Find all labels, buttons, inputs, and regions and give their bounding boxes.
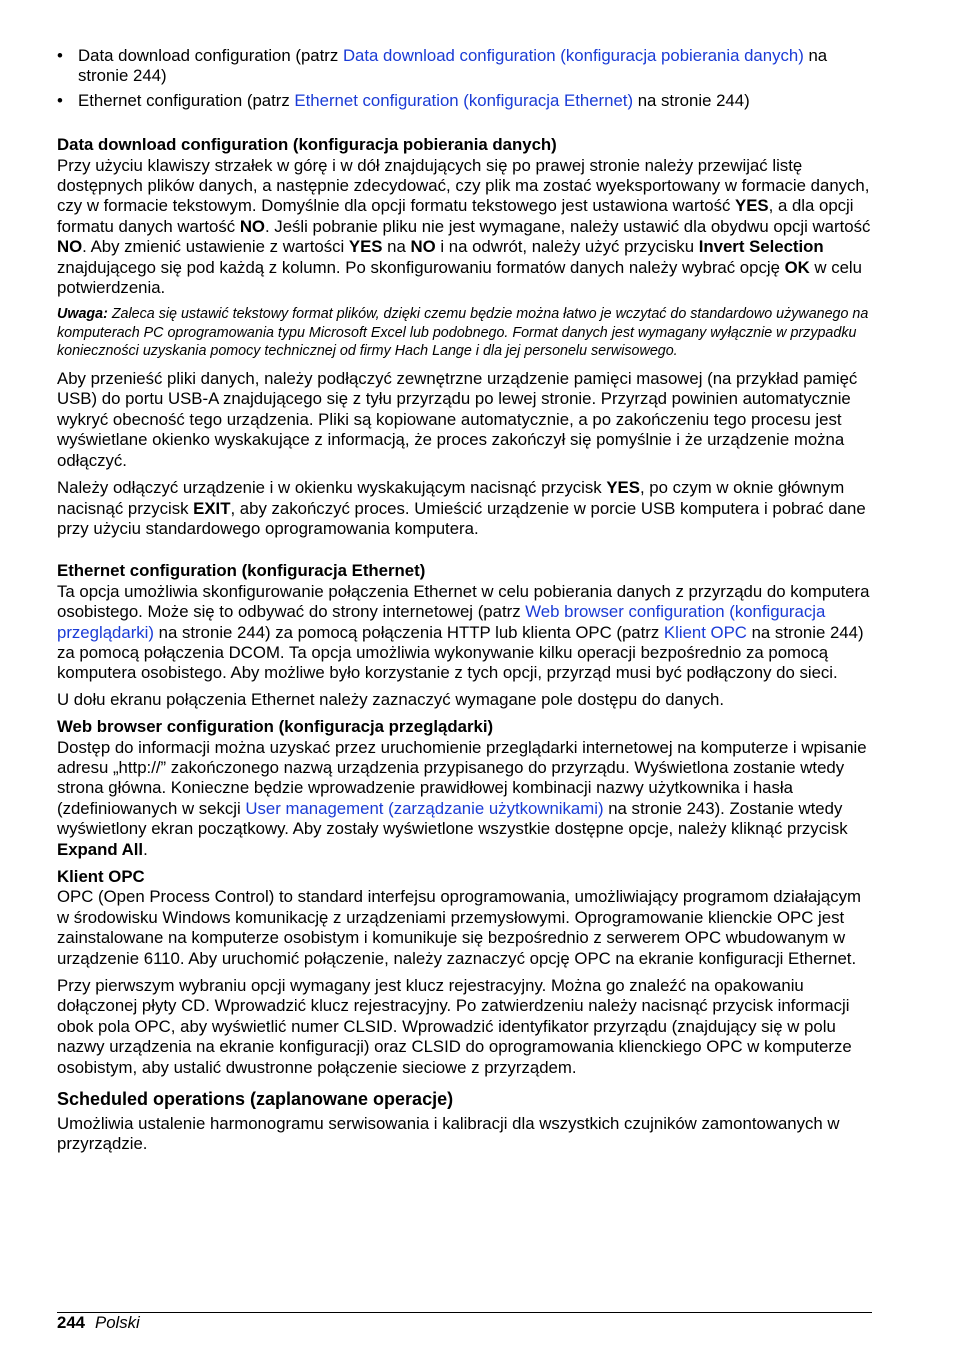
note-label: Uwaga:	[57, 306, 108, 323]
link-ethernet-config[interactable]: Ethernet configuration (konfiguracja Ethernet)	[294, 90, 634, 110]
heading-web-browser: Web browser configuration (konfiguracja przeglądarki)	[57, 717, 494, 737]
heading-klient-opc: Klient OPC	[57, 867, 145, 887]
list-item: • Data download configuration (patrz Data download configuration (konfiguracja pobierania danych) na stronie 244)	[57, 46, 828, 86]
note: Uwaga: Zaleca się ustawić tekstowy format plików, dzięki czemu będzie można łatwo je wczytać do standardowo używanego na komputerach PC oprogramowania typu Microsoft Excel lub podobnego. Format danych jest wymagany wyłącznie w przypadku konieczności uzyskania pomocy technicznej od firmy Hach Lange i dla jej personelu serwisowego.	[57, 306, 869, 359]
bullet-text: na stronie 244)	[78, 46, 828, 86]
link-data-download[interactable]: Data download configuration (konfiguracja pobierania danych)	[342, 46, 804, 65]
paragraph: Należy odłączyć urządzenie i w okienku wyskakującym nacisnąć przycisk YES, po czym w oknie głównym nacisnąć przycisk EXIT, aby zakończyć proces. Umieścić urządzenie w porcie USB komputera i pobrać dane przy użyciu standardowego oprogramowania komputera.	[57, 478, 866, 538]
footer-rule	[57, 1312, 872, 1313]
heading-ethernet: Ethernet configuration (konfiguracja Ethernet)	[57, 561, 426, 581]
link-klient-opc[interactable]: Klient OPC	[663, 622, 747, 642]
link-web-browser[interactable]: Web browser configuration (konfiguracja przeglądarki)	[57, 602, 826, 642]
page-number: 244	[57, 1313, 85, 1332]
page-footer	[57, 1313, 140, 1333]
bullet-list	[57, 46, 872, 111]
paragraph: U dołu ekranu połączenia Ethernet należy zaznaczyć wymagane pole dostępu do danych.	[57, 689, 725, 709]
list-item: • Ethernet configuration (patrz Ethernet configuration (konfiguracja Ethernet) na stronie 244)	[57, 90, 750, 110]
bullet-text: na stronie 244)	[633, 90, 750, 110]
paragraph: OPC (Open Process Control) to standard interfejsu oprogramowania, umożliwiający programom działającym w środowisku Windows komunikację z urządzeniami przemysłowymi. Oprogramowanie klienckie OPC jest zainstalowane na komputerze osobistym i komunikuje się bezpośrednio z serwerem OPC wbudowanym w urządzenie 6110. Aby uruchomić połączenie, należy zaznaczyć opcję OPC na ekranie konfiguracji Ethernet.	[57, 887, 861, 968]
paragraph: Przy użyciu klawiszy strzałek w górę i w dół znajdujących się po prawej stronie należy przewijać listę dostępnych plików danych, a następnie zdecydować, czy plik ma zostać wyeksportowany w formacie danych, czy w formacie tekstowym. Domyślnie dla opcji formatu tekstowego jest ustawiona wartość YES, a dla opcji formatu danych wartość NO. Jeśli pobranie pliku nie jest wymagane, należy ustawić dla obydwu opcji wartość NO. Aby zmienić ustawienie z wartości YES na NO i na odwrót, należy użyć przycisku Invert Selection znajdującego się pod każdą z kolumn. Po skonfigurowaniu formatów danych należy wybrać opcję OK w celu potwierdzenia.	[57, 155, 871, 298]
paragraph: Umożliwia ustalenie harmonogramu serwisowania i kalibracji dla wszystkich czujników zamontowanych w przyrządzie.	[57, 1114, 840, 1154]
bullet-text: Data download configuration (patrz	[78, 46, 343, 65]
paragraph: Przy pierwszym wybraniu opcji wymagany jest klucz rejestracyjny. Można go znaleźć na opakowaniu dołączonej płyty CD. Wprowadzić klucz rejestracyjny. Po zatwierdzeniu należy nacisnąć przycisk informacji obok pola OPC, aby wyświetlić numer CLSID. Wprowadzić identyfikator przyrządu (znajdujący się w polu nazwy urządzenia na ekranie konfiguracji) oraz CLSID do oprogramowania klienckiego OPC w komputerze osobistym, aby ustalić dwustronne połączenie sieciowe z przyrządem.	[57, 976, 852, 1077]
paragraph: Ta opcja umożliwia skonfigurowanie połączenia Ethernet w celu pobierania danych z przyrządu do komputera osobistego. Może się to odbywać do strony internetowej (patrz Web browser configuration (konfiguracja przeglądarki) na stronie 244) za pomocą połączenia HTTP lub klienta OPC (patrz Klient OPC na stronie 244) za pomocą połączenia DCOM. Ta opcja umożliwia wykonywanie kilku operacji bezpośrednio za pomocą komputera osobistego. Aby możliwe było korzystanie z tych opcji, przyrząd musi być podłączony do sieci.	[57, 581, 870, 683]
heading-data-download: Data download configuration (konfiguracja pobierania danych)	[57, 135, 557, 155]
heading-scheduled-operations: Scheduled operations (zaplanowane operacje)	[57, 1089, 454, 1110]
link-user-management[interactable]: User management (zarządzanie użytkownikami)	[245, 798, 604, 818]
bullet-text: Ethernet configuration (patrz	[78, 90, 295, 110]
paragraph: Dostęp do informacji można uzyskać przez uruchomienie przeglądarki internetowej na komputerze i wpisanie adresu „http://” zakończonego nazwą urządzenia przypisanego do przyrządu. Wyświetlona zostanie wtedy strona główna. Konieczne będzie wprowadzenie prawidłowej kombinacji nazwy użytkownika i hasła (zdefiniowanych w sekcji User management (zarządzanie użytkownikami) na stronie 243). Zostanie wtedy wyświetlony ekran początkowy. Aby zostały wyświetlone wszystkie dostępne opcje, należy kliknąć przycisk Expand All.	[57, 737, 867, 859]
footer-language: Polski	[95, 1313, 140, 1332]
paragraph: Aby przenieść pliki danych, należy podłączyć zewnętrzne urządzenie pamięci masowej (na przykład pamięć USB) do portu USB-A znajdującego się z tyłu przyrządu po lewej stronie. Przyrząd powinien automatycznie wykryć obecność tego urządzenia. Pliki są kopiowane automatycznie, a po zakończeniu tego procesu jest wyświetlane okienko wyskakujące z informacją, że proces zakończył się pomyślnie i że urządzenie można odłączyć.	[57, 369, 858, 470]
page-content	[57, 46, 872, 1155]
